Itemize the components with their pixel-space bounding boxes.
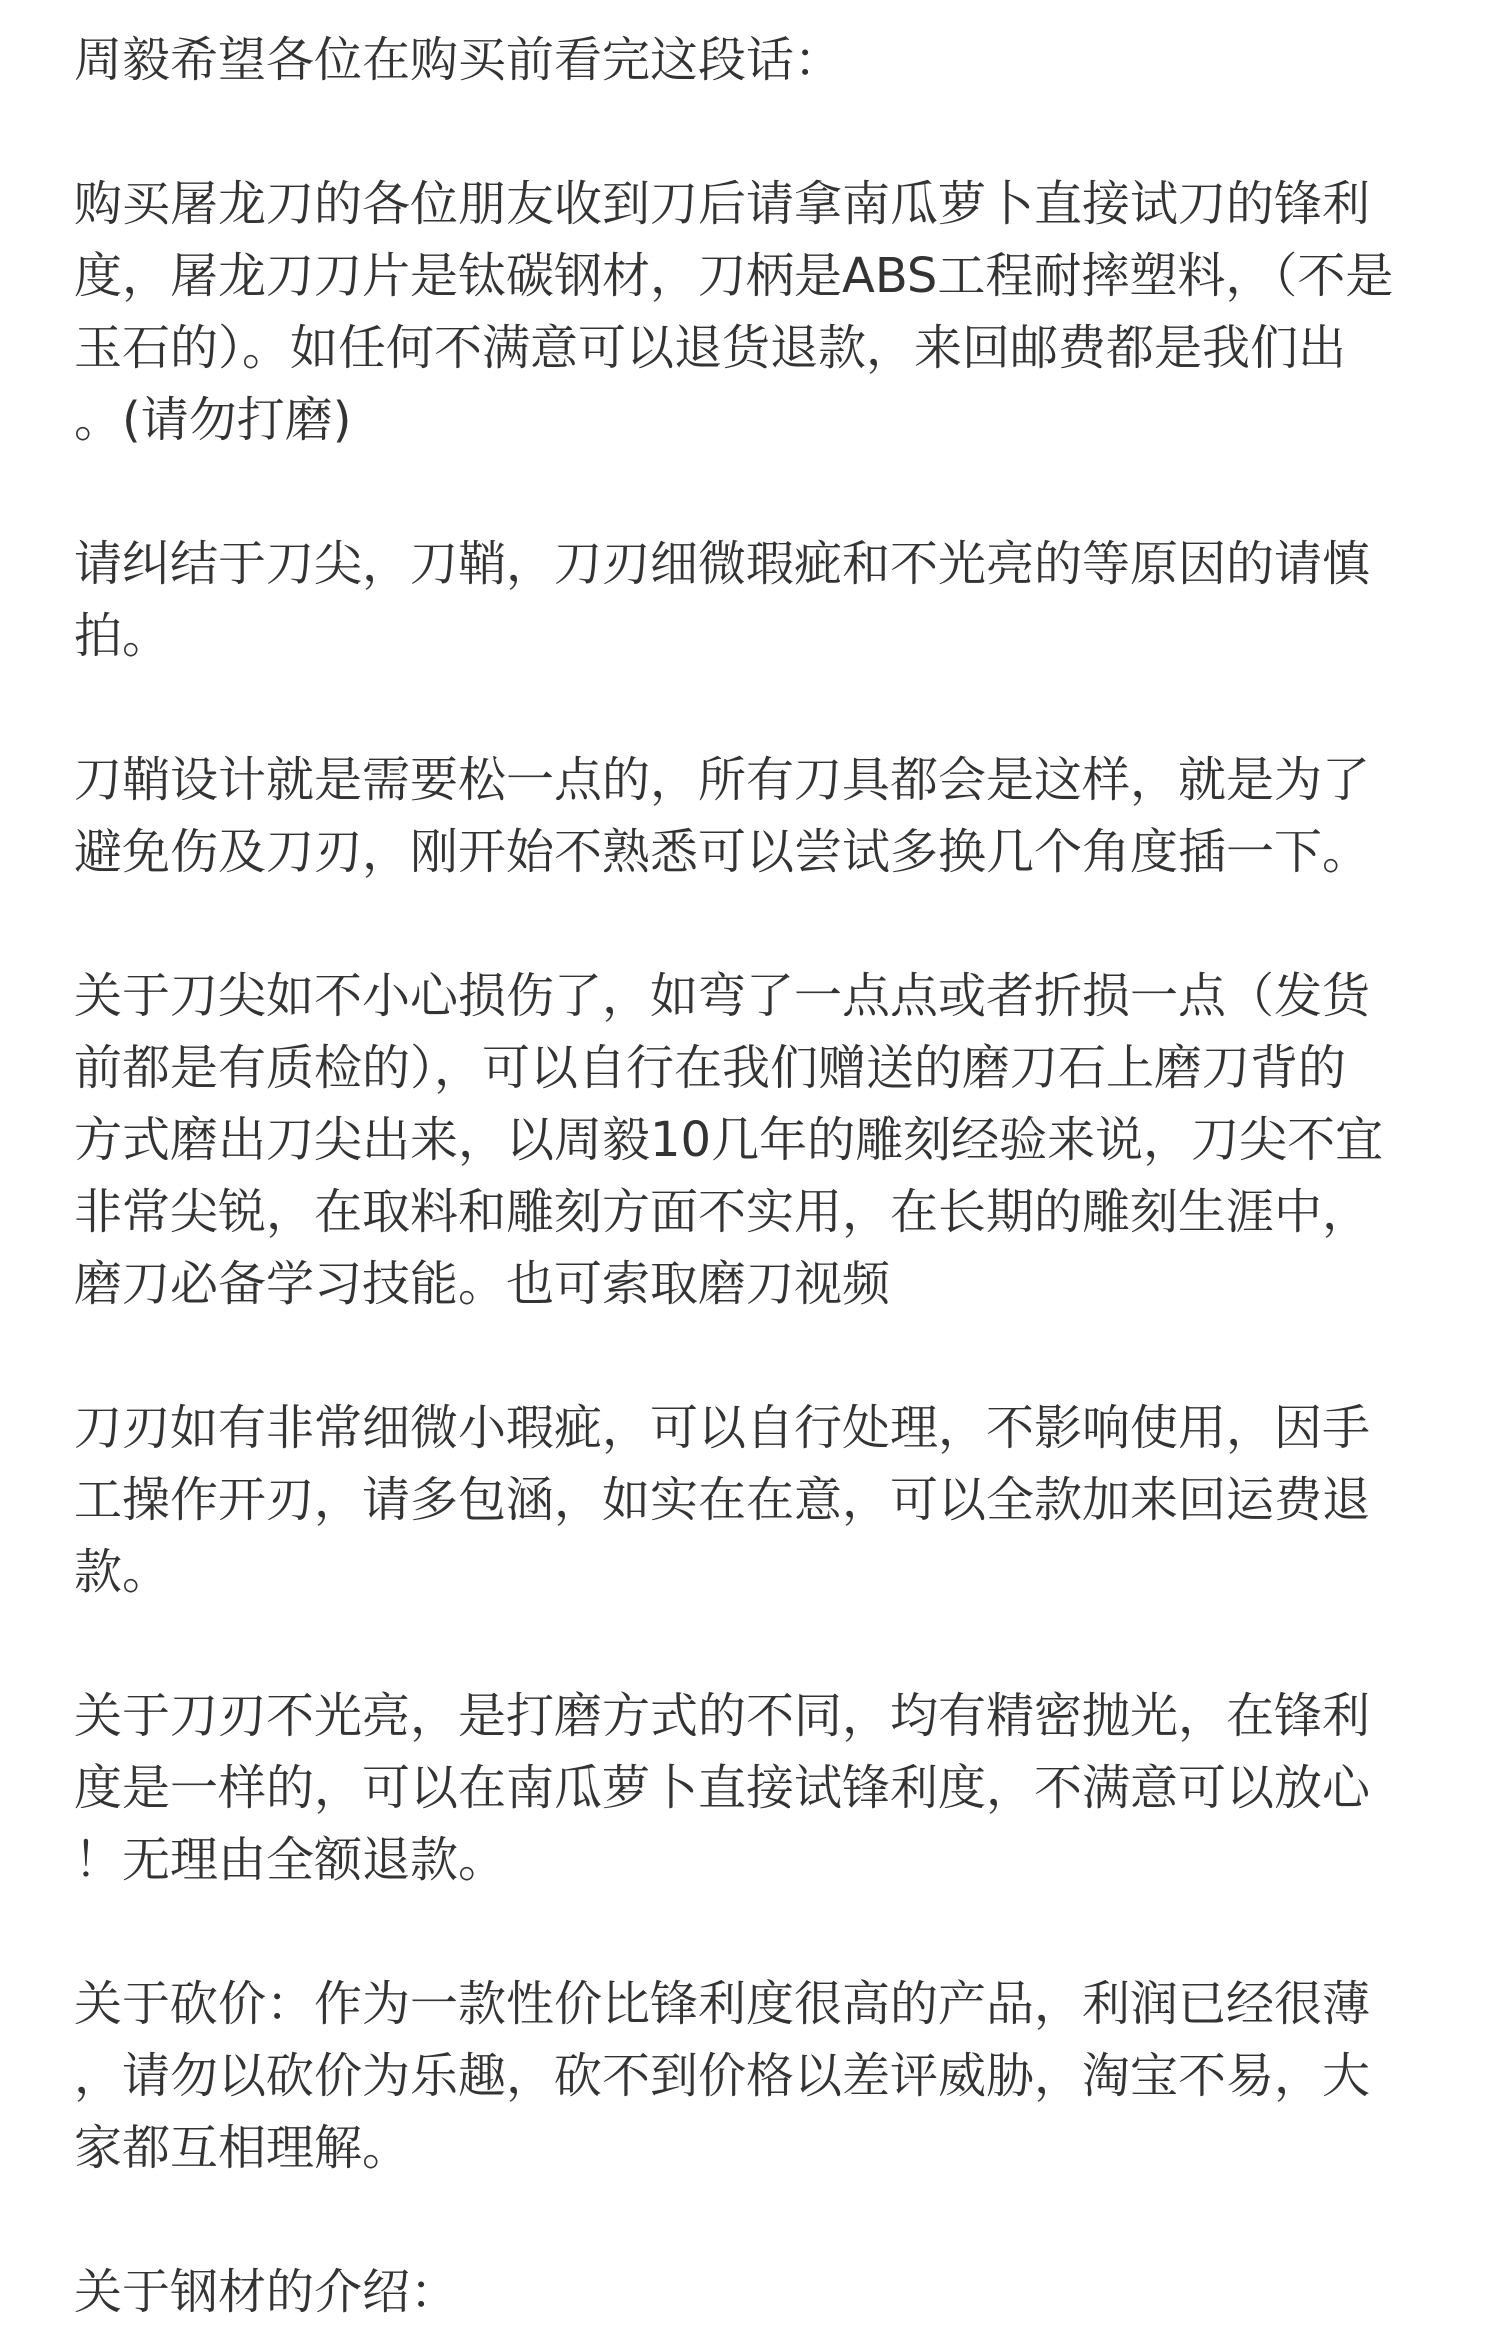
document-body [74,0,1414,2328]
paragraph-gap [74,1608,1414,1680]
text-line: 刀鞘设计就是需要松一点的，所有刀具都会是这样，就是为了 [74,752,1371,808]
paragraph-gap [74,672,1414,744]
text-line: 避免伤及刀刃，刚开始不熟悉可以尝试多换几个角度插一下。 [74,824,1371,880]
trailing-heading: 关于钢材的介绍： [74,2264,459,2320]
paragraph-gap [74,1896,1414,1968]
text-line: 关于刀尖如不小心损伤了，如弯了一点点或者折损一点（发货 [74,968,1371,1024]
paragraph-blade-shine [74,1680,1414,1896]
paragraph-blade-flaws [74,1392,1414,1608]
paragraph-bargaining [74,1968,1414,2184]
text-line: 非常尖锐，在取料和雕刻方面不实用，在长期的雕刻生涯中， [74,1184,1371,1240]
paragraph-blade-tip [74,960,1414,1320]
paragraph-refund-policy [74,168,1414,456]
text-line: 请纠结于刀尖，刀鞘，刀刃细微瑕疵和不光亮的等原因的请慎 [74,536,1371,592]
text-line: 度，屠龙刀刀片是钛碳钢材，刀柄是ABS工程耐摔塑料，（不是 [74,248,1394,304]
paragraph-sheath [74,744,1414,888]
text-line: 前都是有质检的），可以自行在我们赠送的磨刀石上磨刀背的 [74,1040,1347,1096]
text-line: 磨刀必备学习技能。也可索取磨刀视频 [74,1256,891,1312]
text-line: 款。 [74,1544,171,1600]
text-line: 。(请勿打磨) [74,392,352,448]
text-line: 关于砍价：作为一款性价比锋利度很高的产品，利润已经很薄 [74,1976,1371,2032]
text-line: ，请勿以砍价为乐趣，砍不到价格以差评威胁，淘宝不易，大 [74,2048,1371,2104]
text-line: 方式磨出刀尖出来，以周毅10几年的雕刻经验来说，刀尖不宜 [74,1112,1384,1168]
text-line: 工操作开刃，请多包涵，如实在在意，可以全款加来回运费退 [74,1472,1371,1528]
text-line: 拍。 [74,608,171,664]
paragraph-gap [74,96,1414,168]
paragraph-caution [74,528,1414,672]
paragraph-gap [74,1320,1414,1392]
text-line: 玉石的）。如任何不满意可以退货退款，来回邮费都是我们出 [74,320,1347,376]
text-line: 关于刀刃不光亮，是打磨方式的不同，均有精密抛光，在锋利 [74,1688,1371,1744]
text-line: ！无理由全额退款。 [74,1832,507,1888]
text-line: 度是一样的，可以在南瓜萝卜直接试锋利度，不满意可以放心 [74,1760,1371,1816]
intro-line: 周毅希望各位在购买前看完这段话： [74,32,843,88]
text-line: 家都互相理解。 [74,2120,411,2176]
text-line: 购买屠龙刀的各位朋友收到刀后请拿南瓜萝卜直接试刀的锋利 [74,176,1371,232]
text-line: 刀刃如有非常细微小瑕疵，可以自行处理，不影响使用，因手 [74,1400,1371,1456]
paragraph-gap [74,456,1414,528]
paragraph-gap [74,2184,1414,2256]
paragraph-gap [74,888,1414,960]
